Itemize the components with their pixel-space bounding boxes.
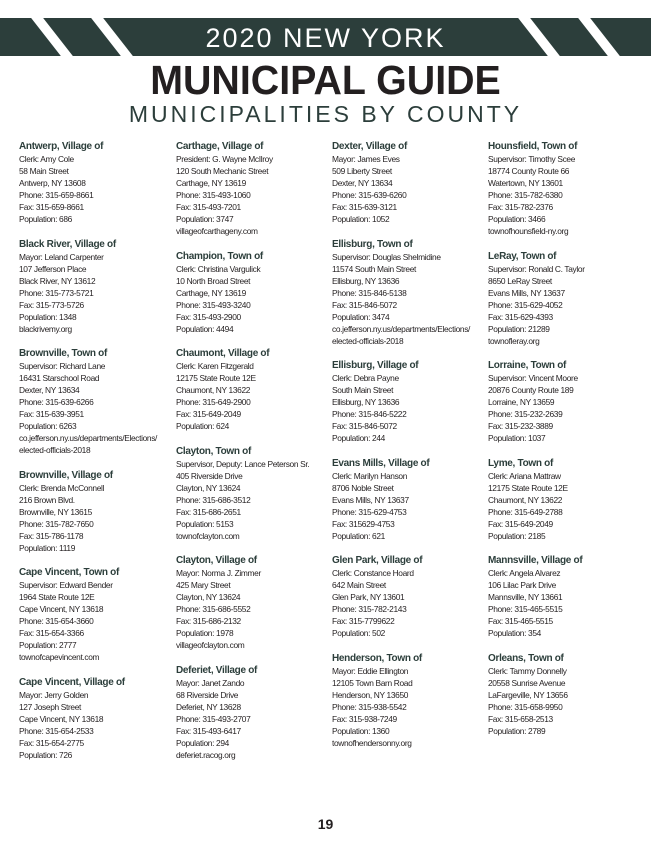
municipality-entry: [332, 554, 487, 639]
municipality-detail-line: townofleray.org: [488, 335, 540, 346]
municipality-detail-line: Dexter, NY 13634: [19, 385, 80, 395]
municipality-name: Dexter, Village of: [332, 141, 408, 152]
municipality-detail-line: Population: 294: [176, 737, 229, 748]
municipality-detail-line: 20558 Sunrise Avenue: [488, 677, 566, 688]
municipality-detail-line: Fax: 315-686-2651: [176, 506, 241, 517]
header-banner: [0, 18, 651, 56]
municipality-detail-line: Phone: 315-493-2707: [176, 713, 251, 724]
municipality-name: Brownville, Village of: [19, 469, 113, 481]
municipality-detail-line: 18774 County Route 66: [488, 166, 570, 176]
municipality-entry: [19, 238, 174, 335]
municipality-entry: [332, 140, 487, 225]
municipality-entry: [332, 359, 487, 444]
municipality-detail-line: Clerk: Debra Payne: [332, 373, 399, 383]
municipality-name: Black River, Village of: [19, 238, 116, 250]
municipality-detail-line: Phone: 315-846-5222: [332, 409, 407, 419]
municipality-detail-line: Fax: 315-654-2775: [19, 737, 84, 748]
municipality-name: Antwerp, Village of: [19, 141, 104, 152]
municipality-detail-line: Population: 354: [488, 628, 541, 638]
municipality-detail-line: Mayor: Eddie Ellington: [332, 665, 409, 676]
municipality-detail-line: 1964 State Route 12E: [19, 592, 95, 602]
municipality-detail-line: 20876 County Route 189: [488, 385, 574, 395]
municipality-entry: [488, 250, 643, 347]
municipality-name: Cape Vincent, Town of: [19, 567, 120, 578]
municipality-detail-line: Ellisburg, NY 13636: [332, 275, 400, 286]
municipality-detail-line: Fax: 315-782-2376: [488, 202, 553, 212]
municipality-detail-line: Fax: 315-654-3366: [19, 628, 84, 638]
municipality-name: Brownville, Town of: [19, 348, 108, 359]
municipality-detail-line: 216 Brown Blvd.: [19, 494, 75, 505]
municipality-detail-line: Phone: 315-846-5138: [332, 287, 407, 298]
municipality-detail-line: Mayor: James Eves: [332, 154, 400, 164]
municipality-name: Champion, Town of: [176, 250, 263, 262]
municipality-name: Hounsfield, Town of: [488, 141, 578, 152]
municipality-detail-line: Population: 1037: [488, 433, 546, 443]
municipality-detail-line: Population: 5153: [176, 518, 234, 529]
municipality-detail-line: Fax: 315-649-2049: [488, 518, 553, 529]
municipality-detail-line: Population: 3474: [332, 311, 390, 322]
municipality-detail-line: Ellisburg, NY 13636: [332, 397, 400, 407]
municipality-detail-line: Chaumont, NY 13622: [176, 385, 251, 395]
municipality-detail-line: 68 Riverside Drive: [176, 689, 239, 700]
municipality-detail-line: 425 Mary Street: [176, 580, 231, 590]
municipality-detail-line: townofclayton.com: [176, 530, 240, 541]
municipality-detail-line: Population: 2777: [19, 640, 77, 650]
municipality-detail-line: Fax: 315629-4753: [332, 518, 395, 529]
municipality-detail-line: LaFargeville, NY 13656: [488, 689, 568, 700]
municipality-entry: [176, 445, 331, 542]
municipality-detail-line: 107 Jefferson Place: [19, 263, 87, 274]
municipality-detail-line: Dexter, NY 13634: [332, 178, 393, 188]
municipality-entry: [488, 652, 643, 737]
municipality-detail-line: Phone: 315-658-9950: [488, 701, 563, 712]
municipality-detail-line: Fax: 315-658-2513: [488, 713, 553, 724]
municipality-detail-line: Phone: 315-639-6266: [19, 397, 94, 407]
municipality-detail-line: Phone: 315-659-8661: [19, 190, 94, 200]
municipality-entry: [176, 140, 331, 237]
municipality-detail-line: Phone: 315-649-2900: [176, 397, 251, 407]
directory-column-3: [332, 140, 487, 761]
municipality-entry: [19, 566, 174, 663]
municipality-detail-line: 10 North Broad Street: [176, 275, 251, 286]
municipality-detail-line: Deferiet, NY 13628: [176, 701, 241, 712]
municipality-detail-line: 16431 Starschool Road: [19, 373, 100, 383]
municipality-detail-line: Population: 244: [332, 433, 385, 443]
municipality-detail-line: Fax: 315-639-3951: [19, 409, 84, 419]
municipality-detail-line: Clerk: Brenda McConnell: [19, 482, 105, 493]
municipality-name: Glen Park, Village of: [332, 555, 423, 566]
municipality-detail-line: Phone: 315-686-3512: [176, 494, 251, 505]
municipality-detail-line: townofhounsfield-ny.org: [488, 226, 569, 236]
municipality-name: Ellisburg, Village of: [332, 360, 419, 371]
municipality-detail-line: Clerk: Christina Vargulick: [176, 263, 261, 274]
municipality-detail-line: 12175 State Route 12E: [488, 482, 568, 493]
municipality-detail-line: Cape Vincent, NY 13618: [19, 713, 104, 724]
municipality-detail-line: Clerk: Marilyn Hanson: [332, 470, 408, 481]
municipality-detail-line: Mannsville, NY 13661: [488, 592, 563, 602]
municipality-detail-line: Carthage, NY 13619: [176, 178, 246, 188]
municipality-detail-line: Phone: 315-232-2639: [488, 409, 563, 419]
municipality-entry: [176, 554, 331, 651]
municipality-detail-line: Glen Park, NY 13601: [332, 592, 405, 602]
municipality-detail-line: Population: 2185: [488, 530, 546, 541]
municipality-detail-line: 11574 South Main Street: [332, 263, 416, 274]
municipality-detail-line: Fax: 315-493-7201: [176, 202, 241, 212]
municipality-detail-line: 405 Riverside Drive: [176, 470, 243, 481]
municipality-entry: [19, 347, 174, 456]
municipality-detail-line: Population: 726: [19, 749, 72, 760]
municipality-detail-line: Clerk: Amy Cole: [19, 154, 74, 164]
municipality-detail-line: Fax: 315-7799622: [332, 616, 395, 626]
municipality-entry: [332, 652, 487, 749]
municipality-detail-line: 120 South Mechanic Street: [176, 166, 269, 176]
municipality-detail-line: townofhendersonny.org: [332, 737, 412, 748]
municipality-name: Lyme, Town of: [488, 457, 553, 469]
municipality-name: Cape Vincent, Village of: [19, 676, 125, 688]
municipality-detail-line: Population: 624: [176, 421, 229, 431]
municipality-detail-line: townofcapevincent.com: [19, 652, 100, 662]
municipality-detail-line: Fax: 315-846-5072: [332, 299, 397, 310]
municipality-detail-line: Population: 3747: [176, 214, 234, 224]
municipality-detail-line: Clerk: Ariana Mattraw: [488, 470, 561, 481]
directory-column-2: [176, 140, 331, 773]
municipality-detail-line: 58 Main Street: [19, 166, 69, 176]
municipality-detail-line: Population: 621: [332, 530, 385, 541]
municipality-detail-line: 8650 LeRay Street: [488, 275, 552, 286]
municipality-detail-line: Population: 1978: [176, 628, 234, 638]
municipality-detail-line: Fax: 315-786-1178: [19, 530, 84, 541]
municipality-name: Clayton, Village of: [176, 555, 257, 566]
municipality-detail-line: Phone: 315-782-6380: [488, 190, 563, 200]
municipality-detail-line: villageofclayton.com: [176, 640, 245, 650]
municipality-detail-line: Fax: 315-493-2900: [176, 311, 241, 322]
municipality-detail-line: villageofcarthageny.com: [176, 226, 258, 236]
banner-title: 2020 NEW YORK: [205, 23, 446, 53]
municipality-detail-line: Supervisor: Douglas Shelmidine: [332, 251, 441, 262]
municipality-name: Mannsville, Village of: [488, 555, 583, 566]
municipality-detail-line: Phone: 315-639-6260: [332, 190, 407, 200]
municipality-detail-line: Population: 6263: [19, 421, 77, 431]
municipality-detail-line: Population: 4494: [176, 323, 234, 334]
municipality-detail-line: deferiet.racog.org: [176, 749, 236, 760]
directory-column-4: [488, 140, 643, 749]
municipality-detail-line: Supervisor: Timothy Scee: [488, 154, 576, 164]
municipality-detail-line: 642 Main Street: [332, 580, 386, 590]
municipality-detail-line: Phone: 315-782-7650: [19, 518, 94, 529]
municipality-detail-line: Fax: 315-232-3889: [488, 421, 553, 431]
municipality-detail-line: Phone: 315-782-2143: [332, 604, 407, 614]
municipality-detail-line: Population: 686: [19, 214, 72, 224]
municipality-detail-line: Phone: 315-629-4753: [332, 506, 407, 517]
municipality-detail-line: Fax: 315-659-8661: [19, 202, 84, 212]
municipality-detail-line: Population: 1052: [332, 214, 390, 224]
municipality-entry: [19, 140, 174, 225]
municipality-detail-line: Clerk: Angela Alvarez: [488, 568, 561, 578]
municipality-detail-line: Population: 1119: [19, 542, 76, 553]
municipality-name: Evans Mills, Village of: [332, 457, 430, 469]
municipality-detail-line: elected-officials-2018: [332, 335, 404, 346]
municipality-detail-line: Phone: 315-938-5542: [332, 701, 407, 712]
municipality-detail-line: Mayor: Leland Carpenter: [19, 251, 104, 262]
municipality-detail-line: Phone: 315-686-5552: [176, 604, 251, 614]
municipality-detail-line: Watertown, NY 13601: [488, 178, 563, 188]
municipality-entry: [332, 238, 487, 347]
municipality-detail-line: Cape Vincent, NY 13618: [19, 604, 104, 614]
municipality-entry: [332, 457, 487, 542]
municipality-detail-line: Mayor: Norma J. Zimmer: [176, 568, 261, 578]
municipality-detail-line: Antwerp, NY 13608: [19, 178, 86, 188]
municipality-detail-line: Phone: 315-773-5721: [19, 287, 94, 298]
municipality-detail-line: Phone: 315-649-2788: [488, 506, 563, 517]
municipality-name: Clayton, Town of: [176, 445, 252, 457]
municipality-detail-line: Fax: 315-846-5072: [332, 421, 397, 431]
municipality-name: Henderson, Town of: [332, 652, 422, 664]
municipality-detail-line: Supervisor: Edward Bender: [19, 580, 113, 590]
municipality-entry: [176, 250, 331, 335]
municipality-name: Chaumont, Village of: [176, 348, 270, 359]
municipality-detail-line: 12175 State Route 12E: [176, 373, 256, 383]
municipality-entry: [488, 457, 643, 542]
municipality-detail-line: Phone: 315-493-1060: [176, 190, 251, 200]
municipality-detail-line: Population: 2789: [488, 725, 546, 736]
municipality-detail-line: Clayton, NY 13624: [176, 482, 241, 493]
municipality-detail-line: Phone: 315-493-3240: [176, 299, 251, 310]
municipality-detail-line: Supervisor: Vincent Moore: [488, 373, 578, 383]
municipality-detail-line: Clerk: Tammy Donnelly: [488, 665, 567, 676]
municipality-detail-line: Brownville, NY 13615: [19, 506, 92, 517]
municipality-detail-line: Population: 502: [332, 628, 385, 638]
municipality-detail-line: Phone: 315-654-3660: [19, 616, 94, 626]
municipality-detail-line: Carthage, NY 13619: [176, 287, 246, 298]
municipality-detail-line: Henderson, NY 13650: [332, 689, 409, 700]
municipality-detail-line: 106 Lilac Park Drive: [488, 580, 556, 590]
municipality-detail-line: Mayor: Janet Zando: [176, 677, 245, 688]
municipality-detail-line: 127 Joseph Street: [19, 701, 82, 712]
municipality-detail-line: Supervisor: Ronald C. Taylor: [488, 263, 585, 274]
municipality-name: Lorraine, Town of: [488, 360, 567, 371]
municipality-detail-line: Lorraine, NY 13659: [488, 397, 555, 407]
municipality-entry: [176, 347, 331, 432]
municipality-name: Deferiet, Village of: [176, 664, 258, 676]
municipality-detail-line: co.jefferson.ny.us/departments/Elections/: [332, 323, 471, 334]
municipality-detail-line: Fax: 315-465-5515: [488, 616, 553, 626]
municipality-name: LeRay, Town of: [488, 250, 557, 262]
municipality-detail-line: Fax: 315-686-2132: [176, 616, 241, 626]
municipality-entry: [488, 359, 643, 444]
municipality-detail-line: Fax: 315-773-5726: [19, 299, 84, 310]
municipality-detail-line: Black River, NY 13612: [19, 275, 96, 286]
municipality-detail-line: Population: 1360: [332, 725, 390, 736]
municipality-entry: [488, 140, 643, 237]
municipality-detail-line: Population: 21289: [488, 323, 550, 334]
directory-column-1: [19, 140, 174, 773]
municipality-detail-line: 8706 Noble Street: [332, 482, 394, 493]
municipality-detail-line: Evans Mills, NY 13637: [332, 494, 409, 505]
municipality-detail-line: co.jefferson.ny.us/departments/Elections/: [19, 433, 158, 443]
municipality-detail-line: Population: 1348: [19, 311, 77, 322]
municipality-detail-line: Clerk: Karen Fitzgerald: [176, 361, 254, 371]
municipality-entry: [176, 664, 331, 761]
municipality-entry: [19, 469, 174, 554]
municipality-detail-line: 509 Liberty Street: [332, 166, 392, 176]
municipality-detail-line: President: G. Wayne McIlroy: [176, 154, 273, 164]
municipality-detail-line: Fax: 315-938-7249: [332, 713, 397, 724]
municipality-detail-line: Mayor: Jerry Golden: [19, 689, 89, 700]
municipality-name: Orleans, Town of: [488, 652, 564, 664]
page-number: 19: [317, 816, 334, 832]
municipality-detail-line: blackrivemy.org: [19, 323, 72, 334]
municipality-detail-line: Fax: 315-629-4393: [488, 311, 553, 322]
municipality-detail-line: Fax: 315-639-3121: [332, 202, 397, 212]
municipality-detail-line: Clayton, NY 13624: [176, 592, 241, 602]
municipality-detail-line: South Main Street: [332, 385, 394, 395]
municipality-name: Ellisburg, Town of: [332, 238, 413, 250]
municipality-detail-line: Population: 3466: [488, 214, 546, 224]
municipality-detail-line: Chaumont, NY 13622: [488, 494, 563, 505]
municipality-detail-line: Fax: 315-649-2049: [176, 409, 241, 419]
municipality-detail-line: Supervisor, Deputy: Lance Peterson Sr.: [176, 458, 310, 469]
page-subtitle: MUNICIPALITIES BY COUNTY: [128, 101, 523, 127]
municipality-entry: [19, 676, 174, 761]
municipality-detail-line: Evans Mills, NY 13637: [488, 287, 565, 298]
municipality-detail-line: elected-officials-2018: [19, 445, 91, 455]
municipality-detail-line: 12105 Town Barn Road: [332, 677, 413, 688]
municipality-detail-line: Phone: 315-465-5515: [488, 604, 563, 614]
municipality-detail-line: Phone: 315-654-2533: [19, 725, 94, 736]
municipality-name: Carthage, Village of: [176, 141, 264, 152]
municipality-detail-line: Fax: 315-493-6417: [176, 725, 241, 736]
municipality-detail-line: Supervisor: Richard Lane: [19, 361, 106, 371]
page-title: MUNICIPAL GUIDE: [150, 57, 501, 103]
municipality-detail-line: Phone: 315-629-4052: [488, 299, 563, 310]
municipality-detail-line: Clerk: Constance Hoard: [332, 568, 414, 578]
municipality-entry: [488, 554, 643, 639]
